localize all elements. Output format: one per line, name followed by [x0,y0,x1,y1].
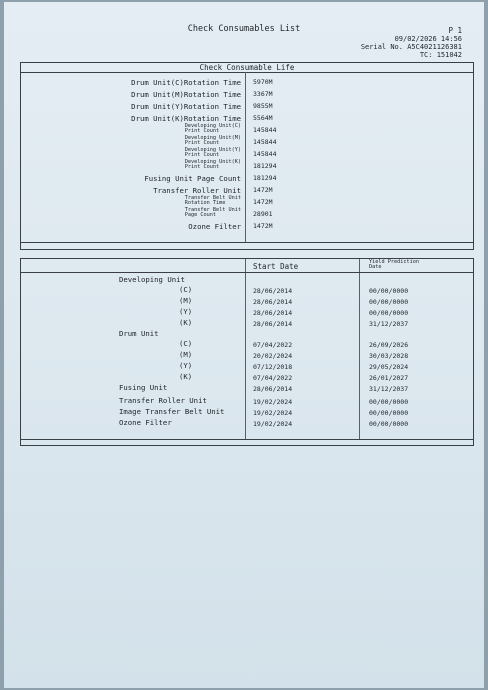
unit-name: Image Transfer Belt Unit [119,407,225,416]
life-value: 181294 [253,174,277,182]
start-date: 28/06/2014 [253,287,293,295]
unit-name: (M) [179,296,193,305]
life-row [21,124,473,136]
life-row [21,100,473,112]
unit-name: (K) [179,318,193,327]
yield-date: 00/00/0000 [369,420,409,428]
consumable-life-heading: Check Consumable Life [21,63,473,73]
life-row [21,220,473,232]
life-label: Drum Unit(K)Rotation Time [131,114,241,123]
yield-date: 29/05/2024 [369,363,409,371]
life-row [21,136,473,148]
prediction-row [21,407,473,418]
life-label: Drum Unit(Y)Rotation Time [131,102,241,111]
serial-number: Serial No. A5C4021126381 [360,43,462,51]
prediction-row [21,318,473,329]
unit-name: Ozone Filter [119,418,172,427]
prediction-row [21,383,473,394]
start-date: 07/12/2018 [253,363,293,371]
unit-name: (C) [179,285,193,294]
yield-prediction-table [20,258,474,446]
unit-name: Developing Unit [119,275,185,284]
life-row [21,160,473,172]
life-label: Transfer Belt Unit Rotation Time [184,195,241,206]
table-footer-line [21,439,473,440]
life-row [21,196,473,208]
life-value: 145844 [253,126,277,134]
unit-name: (K) [179,372,193,381]
prediction-row [21,396,473,407]
life-value: 145844 [253,138,277,146]
life-value: 3367M [253,90,273,98]
yield-date: 31/12/2037 [369,320,409,328]
start-date: 19/02/2024 [253,420,293,428]
yield-date: 00/00/0000 [369,398,409,406]
yield-date: 00/00/0000 [369,309,409,317]
start-date: 28/06/2014 [253,385,293,393]
life-row [21,88,473,100]
header-underline [21,272,473,273]
life-label: Transfer Belt Unit Page Count [184,207,241,218]
page-number: P 1 [448,26,462,35]
unit-name: (M) [179,350,193,359]
life-row [21,208,473,220]
life-value: 1472M [253,222,273,230]
yield-date: 31/12/2037 [369,385,409,393]
life-row [21,172,473,184]
page-title: Check Consumables List [187,24,301,34]
life-value: 145844 [253,150,277,158]
prediction-row [21,372,473,383]
unit-name: (Y) [179,361,193,370]
yield-date: 00/00/0000 [369,287,409,295]
life-value: 181294 [253,162,277,170]
start-date: 20/02/2024 [253,352,293,360]
life-value: 9855M [253,102,273,110]
life-label: Ozone Filter [188,222,241,231]
prediction-row [21,418,473,429]
yield-date: 30/03/2028 [369,352,409,360]
life-label: Drum Unit(C)Rotation Time [131,78,241,87]
life-value: 1472M [253,198,273,206]
prediction-row [21,339,473,350]
life-value: 28901 [253,210,273,218]
unit-name: Transfer Roller Unit [119,396,207,405]
life-label: Developing Unit(C) Print Count [184,123,241,134]
life-label: Developing Unit(K) Print Count [184,159,241,170]
yield-date: 26/01/2027 [369,374,409,382]
life-row [21,148,473,160]
prediction-row [21,296,473,307]
life-label: Developing Unit(M) Print Count [184,135,241,146]
life-label: Drum Unit(M)Rotation Time [131,90,241,99]
prediction-row [21,350,473,361]
unit-name: (C) [179,339,193,348]
life-label: Fusing Unit Page Count [144,174,241,183]
prediction-row [21,361,473,372]
table-footer-line [21,242,473,243]
yield-date: 00/00/0000 [369,298,409,306]
life-label: Developing Unit(Y) Print Count [184,147,241,158]
start-date: 07/04/2022 [253,374,293,382]
total-counter: TC: 151042 [419,51,462,59]
printed-sheet [4,2,484,688]
unit-name: (Y) [179,307,193,316]
unit-name: Fusing Unit [119,383,168,392]
yield-date: 00/00/0000 [369,409,409,417]
start-date: 19/02/2024 [253,398,293,406]
prediction-row [21,307,473,318]
life-row [21,184,473,196]
unit-name: Drum Unit [119,329,159,338]
consumable-life-table [20,62,474,250]
start-date: 19/02/2024 [253,409,293,417]
life-value: 5970M [253,78,273,86]
life-label: Transfer Roller Unit [153,186,241,195]
start-date: 07/04/2022 [253,341,293,349]
start-date: 28/06/2014 [253,320,293,328]
yield-prediction-header: Yield Prediction Date [369,259,419,270]
life-value: 5564M [253,114,273,122]
prediction-row [21,285,473,296]
start-date: 28/06/2014 [253,298,293,306]
life-row [21,112,473,124]
start-date-header: Start Date [253,262,299,271]
yield-date: 26/09/2026 [369,341,409,349]
print-datetime: 09/02/2026 14:56 [394,35,462,43]
life-row [21,76,473,88]
start-date: 28/06/2014 [253,309,293,317]
life-value: 1472M [253,186,273,194]
